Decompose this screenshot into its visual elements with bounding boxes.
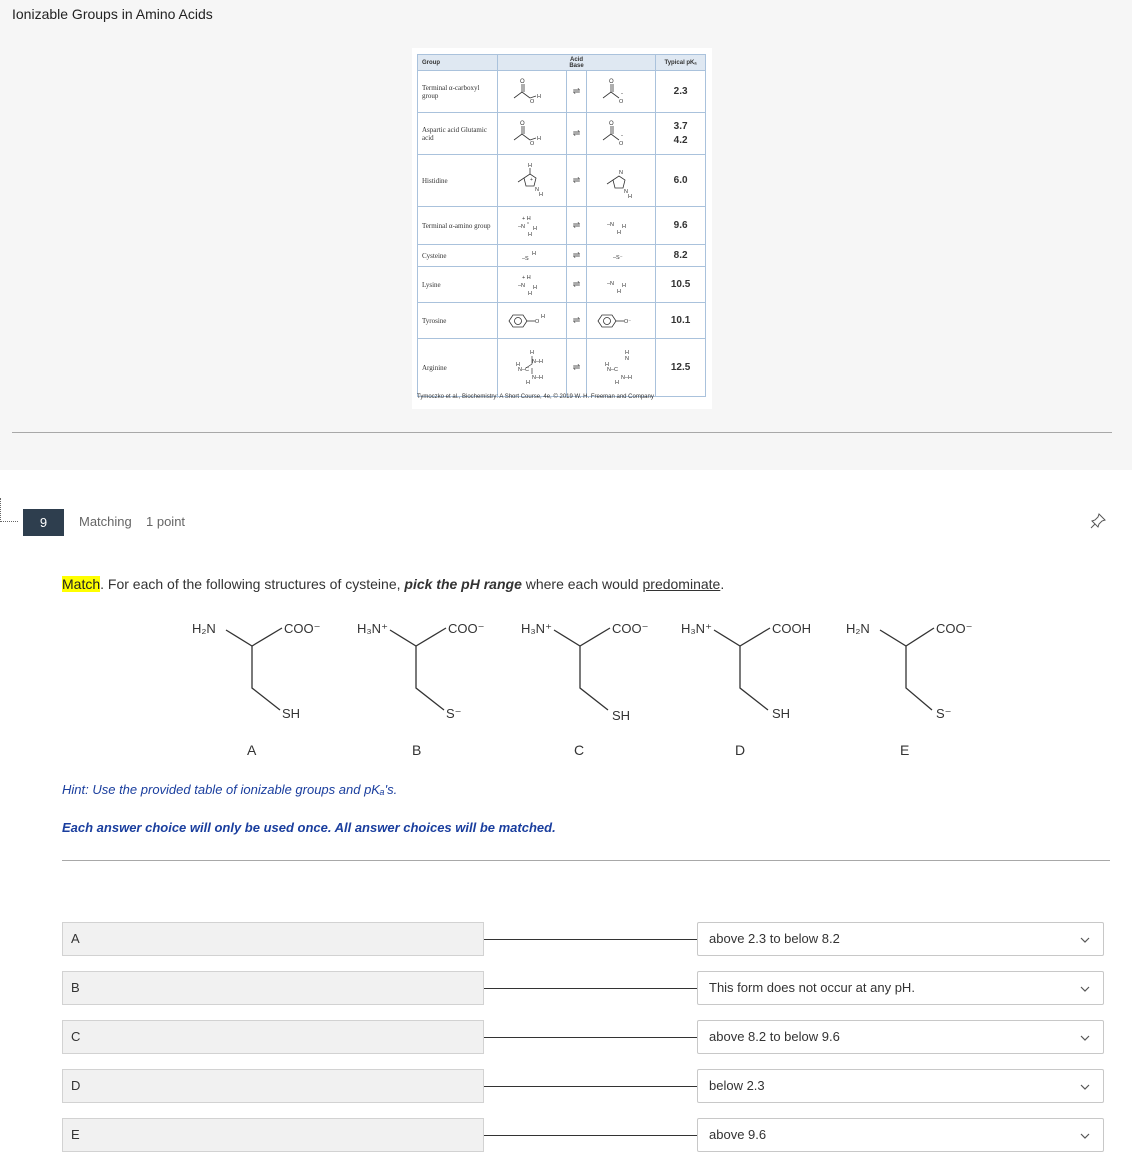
- svg-text:N: N: [624, 188, 629, 195]
- match-prompt-d[interactable]: D: [62, 1069, 484, 1103]
- row-group: Cysteine: [418, 245, 498, 267]
- match-prompt-e[interactable]: E: [62, 1118, 484, 1152]
- figure-caption: Tymoczko et al., Biochemistry: A Short Course, 4e, © 2019 W. H. Freeman and Company: [417, 394, 654, 400]
- row-group: Arginine: [418, 339, 498, 397]
- svg-text:H: H: [527, 162, 532, 169]
- question-emphasis: pick the pH range: [404, 576, 522, 592]
- svg-text:H: H: [538, 191, 543, 198]
- svg-text:H: H: [536, 93, 541, 100]
- svg-text:–N: –N: [607, 280, 615, 287]
- pka-table: [417, 54, 706, 397]
- svg-text:H: H: [605, 361, 610, 368]
- match-connector: [484, 988, 698, 989]
- structure-c: [521, 621, 648, 723]
- base-structure: [587, 207, 656, 245]
- acid-structure: [497, 267, 566, 303]
- structure-c-group: COO⁻: [936, 621, 973, 636]
- svg-text:N–H: N–H: [621, 374, 633, 381]
- svg-text:+ H: + H: [521, 215, 531, 222]
- structure-side-chain: S⁻: [936, 706, 952, 721]
- svg-text:O: O: [619, 140, 624, 147]
- answer-select-value: above 8.2 to below 9.6: [709, 1029, 840, 1044]
- structure-label: C: [574, 742, 585, 758]
- svg-text:N–C: N–C: [607, 366, 619, 373]
- question-text-part: where each would: [521, 576, 643, 592]
- acid-structure: [497, 339, 566, 397]
- structure-e: [846, 621, 972, 721]
- structure-a: [192, 621, 320, 721]
- row-pka: 10.1: [656, 303, 706, 339]
- question-text: [62, 576, 724, 592]
- equilibrium-arrow: ⇌: [566, 71, 587, 113]
- pka-row: [418, 339, 706, 397]
- svg-text:–S: –S: [521, 255, 529, 262]
- header-acid: Acid: [570, 56, 584, 63]
- hint-text: Hint: Use the provided table of ionizable groups and pKₐ's.: [62, 782, 398, 797]
- header-pka: Typical pKₐ: [656, 55, 706, 71]
- question-number: 9: [23, 509, 64, 536]
- equilibrium-arrow: ⇌: [566, 267, 587, 303]
- match-prompt-b[interactable]: B: [62, 971, 484, 1005]
- acid-structure: [497, 245, 566, 267]
- row-pka: 8.2: [656, 245, 706, 267]
- structure-side-chain: SH: [612, 708, 631, 723]
- row-pka: 9.6: [656, 207, 706, 245]
- header-group: Group: [418, 55, 498, 71]
- structure-side-chain: S⁻: [446, 706, 462, 721]
- svg-text:O: O: [619, 98, 624, 105]
- base-structure: [587, 245, 656, 267]
- svg-text:N–H: N–H: [531, 374, 543, 381]
- svg-text:H: H: [527, 290, 532, 297]
- question-text-part: .: [720, 576, 725, 592]
- svg-text:H: H: [622, 223, 627, 230]
- structure-n-group: H₃N⁺: [357, 621, 388, 636]
- chevron-down-icon: [1079, 1081, 1091, 1093]
- divider: [62, 860, 1110, 861]
- svg-text:–N: –N: [517, 282, 525, 289]
- svg-text:N: N: [625, 355, 630, 362]
- row-group: Lysine: [418, 267, 498, 303]
- row-pka: 10.5: [656, 267, 706, 303]
- equilibrium-arrow: ⇌: [566, 339, 587, 397]
- structure-label: D: [735, 742, 746, 758]
- structure-side-chain: SH: [772, 706, 791, 721]
- svg-text:H: H: [615, 379, 620, 386]
- pka-row: [418, 207, 706, 245]
- equilibrium-arrow: ⇌: [566, 303, 587, 339]
- header-base: Base: [569, 62, 584, 69]
- svg-text:H: H: [625, 349, 630, 356]
- equilibrium-arrow: ⇌: [566, 207, 587, 245]
- row-pka: 6.0: [656, 155, 706, 207]
- question-type: Matching: [79, 514, 132, 529]
- svg-text:N–H: N–H: [531, 358, 543, 365]
- structure-label: A: [247, 742, 257, 758]
- row-group: Aspartic acid Glutamic acid: [418, 113, 498, 155]
- structure-n-group: H₃N⁺: [681, 621, 712, 636]
- pka-row: [418, 113, 706, 155]
- answer-select-a[interactable]: [697, 922, 1104, 956]
- svg-text:-: -: [621, 132, 624, 139]
- structure-c-group: COO⁻: [284, 621, 321, 636]
- base-structure: [587, 303, 656, 339]
- answer-select-value: above 9.6: [709, 1127, 767, 1142]
- pin-icon[interactable]: [1089, 512, 1107, 530]
- svg-text:H: H: [532, 225, 537, 232]
- acid-structure: [497, 155, 566, 207]
- match-connector: [484, 1086, 698, 1087]
- structure-n-group: H₃N⁺: [521, 621, 552, 636]
- acid-structure: [497, 207, 566, 245]
- equilibrium-arrow: ⇌: [566, 155, 587, 207]
- pka-row: [418, 245, 706, 267]
- structure-n-group: H₂N: [846, 621, 870, 636]
- svg-text:O: O: [609, 78, 614, 85]
- svg-text:H: H: [532, 284, 537, 291]
- svg-text:H: H: [540, 313, 545, 320]
- svg-text:O⁻: O⁻: [624, 318, 632, 325]
- base-structure: [587, 113, 656, 155]
- svg-text:H: H: [529, 349, 534, 356]
- svg-text:N: N: [619, 169, 624, 176]
- cysteine-structures: [0, 605, 1132, 735]
- match-prompt-c[interactable]: C: [62, 1020, 484, 1054]
- row-group: Terminal α-carboxyl group: [418, 71, 498, 113]
- svg-text:H: H: [531, 250, 536, 257]
- row-pka: 2.3: [656, 71, 706, 113]
- question-points: 1 point: [146, 514, 186, 529]
- answer-select-value: above 2.3 to below 8.2: [709, 931, 840, 946]
- section-title: Ionizable Groups in Amino Acids: [12, 6, 213, 22]
- svg-text:–N: –N: [607, 221, 615, 228]
- match-connector: [484, 939, 698, 940]
- svg-text:–N: –N: [517, 223, 525, 230]
- svg-text:H: H: [527, 231, 532, 238]
- base-structure: [587, 155, 656, 207]
- pka-row: [418, 267, 706, 303]
- answer-select-value: This form does not occur at any pH.: [709, 980, 915, 995]
- structure-c-group: COO⁻: [612, 621, 649, 636]
- base-structure: [587, 267, 656, 303]
- structure-side-chain: SH: [282, 706, 301, 721]
- row-pka: 12.5: [656, 339, 706, 397]
- svg-text:H: H: [536, 135, 541, 142]
- answer-select-d[interactable]: [697, 1069, 1104, 1103]
- svg-text:H: H: [622, 282, 627, 289]
- divider: [12, 432, 1112, 433]
- chevron-down-icon: [1079, 1032, 1091, 1044]
- svg-text:O: O: [519, 78, 525, 85]
- equilibrium-arrow: ⇌: [566, 245, 587, 267]
- svg-text:N–C: N–C: [517, 366, 529, 373]
- row-pka: 3.7 4.2: [656, 113, 706, 155]
- answer-select-value: below 2.3: [709, 1078, 765, 1093]
- structure-c-group: COOH: [772, 621, 811, 636]
- svg-text:O: O: [529, 140, 534, 147]
- base-structure: [587, 71, 656, 113]
- acid-structure: [497, 303, 566, 339]
- instructions-text: Each answer choice will only be used once. All answer choices will be matched.: [62, 820, 556, 835]
- structure-b: [357, 621, 484, 721]
- chevron-down-icon: [1079, 983, 1091, 995]
- question-underline: predominate: [642, 576, 721, 592]
- acid-structure: [497, 113, 566, 155]
- row-group: Terminal α-amino group: [418, 207, 498, 245]
- chevron-down-icon: [1079, 934, 1091, 946]
- structure-label: E: [900, 742, 910, 758]
- pka-row: [418, 303, 706, 339]
- acid-structure: [497, 71, 566, 113]
- structure-n-group: H₂N: [192, 621, 216, 636]
- svg-text:N: N: [534, 186, 539, 193]
- svg-text:+: +: [529, 176, 533, 183]
- answer-select-e[interactable]: [697, 1118, 1104, 1152]
- reference-panel: [0, 0, 1132, 470]
- svg-text:O: O: [519, 120, 525, 127]
- svg-text:H: H: [525, 379, 530, 386]
- match-connector: [484, 1135, 698, 1136]
- structure-d: [681, 621, 811, 721]
- svg-text:O: O: [534, 318, 539, 325]
- svg-text:O: O: [609, 120, 614, 127]
- svg-text:H: H: [628, 193, 633, 200]
- chevron-down-icon: [1079, 1130, 1091, 1142]
- svg-text:+ H: + H: [521, 274, 531, 281]
- svg-text:H: H: [617, 229, 622, 236]
- svg-text:H: H: [515, 361, 520, 368]
- svg-text:O: O: [529, 98, 534, 105]
- equilibrium-arrow: ⇌: [566, 113, 587, 155]
- structure-label: B: [412, 742, 422, 758]
- pka-row: [418, 155, 706, 207]
- match-prompt-a[interactable]: A: [62, 922, 484, 956]
- row-group: Tyrosine: [418, 303, 498, 339]
- base-structure: [587, 339, 656, 397]
- match-connector: [484, 1037, 698, 1038]
- answer-select-b[interactable]: [697, 971, 1104, 1005]
- svg-text:H: H: [617, 288, 622, 295]
- answer-select-c[interactable]: [697, 1020, 1104, 1054]
- question-text-part: . For each of the following structures of cysteine,: [100, 576, 405, 592]
- pka-table-figure: [412, 48, 712, 409]
- question-marker: [0, 498, 18, 522]
- pka-row: [418, 71, 706, 113]
- svg-text:–S⁻: –S⁻: [613, 254, 623, 261]
- question-highlight: Match: [62, 576, 101, 592]
- svg-text:-: -: [621, 90, 624, 97]
- row-group: Histidine: [418, 155, 498, 207]
- structure-c-group: COO⁻: [448, 621, 485, 636]
